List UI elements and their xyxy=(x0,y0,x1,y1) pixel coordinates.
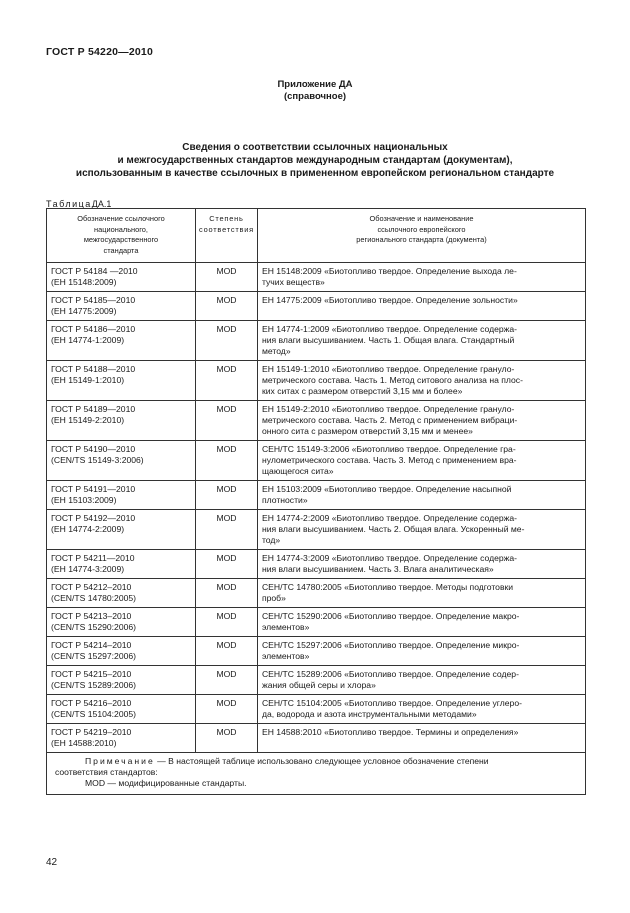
text-line: ЕН 15149-2:2010 «Биотопливо твердое. Определение грануло- xyxy=(261,404,515,414)
text-line: ЕН 14588:2010 «Биотопливо твердое. Термины и определения» xyxy=(261,727,519,737)
text-line: тучих веществ» xyxy=(261,277,325,287)
text-line: ЕН 14774-3:2009 «Биотопливо твердое. Определение содержа- xyxy=(261,553,518,563)
text-line: ГОСТ Р 54190—2010 xyxy=(51,444,136,454)
document-cell xyxy=(257,695,585,724)
document-cell xyxy=(257,441,585,481)
text-line: Обозначение ссылочного xyxy=(77,214,165,223)
degree-cell: MOD xyxy=(196,666,258,695)
text-line: ГОСТ Р 54184 —2010 xyxy=(51,266,138,276)
text-line: ГОСТ Р 54192—2010 xyxy=(51,513,136,523)
table-row xyxy=(47,321,586,361)
degree-cell: MOD xyxy=(196,481,258,510)
annex-title xyxy=(0,79,630,103)
text-line: ЕН 14774-1:2009 «Биотопливо твердое. Определение содержа- xyxy=(261,324,518,334)
text-line: ГОСТ Р 54214–2010 xyxy=(51,640,132,650)
text-line: CEH/TC 15289:2006 «Биотопливо твердое. Определение содер- xyxy=(261,669,519,679)
document-cell xyxy=(257,608,585,637)
note-text: — В настоящей таблице использовано следующее условное обозначение степени xyxy=(154,756,489,766)
text-line: ГОСТ Р 54211—2010 xyxy=(51,553,135,563)
text-line: метрического состава. Часть 2. Метод с применением вибраци- xyxy=(261,415,518,425)
document-cell xyxy=(257,579,585,608)
text-line: ссылочного европейского xyxy=(377,224,466,234)
standard-cell xyxy=(47,263,196,292)
text-line: ния влаги высушиванием. Часть 3. Влага аналитическая» xyxy=(261,564,494,574)
text-line: ния влаги высушиванием. Часть 1. Общая влага. Стандартный xyxy=(261,335,515,345)
text-line: CEH/TC 15149-3:2006 «Биотопливо твердое. Определение гра- xyxy=(261,444,516,454)
table-row xyxy=(47,510,586,550)
table-caption-number: ДА.1 xyxy=(91,199,112,209)
document-cell xyxy=(257,724,585,753)
text-line: CEH/TC 15297:2006 «Биотопливо твердое. Определение микро- xyxy=(261,640,520,650)
heading-line: Сведения о соответствии ссылочных национальных xyxy=(182,142,448,153)
text-line: (ЕН 14774-2:2009) xyxy=(51,524,125,534)
page-number: 42 xyxy=(46,857,58,868)
table-row xyxy=(47,550,586,579)
text-line: ЕН 15148:2009 «Биотопливо твердое. Определение выхода ле- xyxy=(261,266,517,276)
text-line: ГОСТ Р 54213–2010 xyxy=(51,611,132,621)
text-line: ГОСТ Р 54188—2010 xyxy=(51,364,136,374)
text-line: нулометрического состава. Часть 3. Метод с применением вра- xyxy=(261,455,517,465)
table-row xyxy=(47,292,586,321)
text-line: ГОСТ Р 54215–2010 xyxy=(51,669,132,679)
degree-cell: MOD xyxy=(196,441,258,481)
document-cell xyxy=(257,401,585,441)
standard-cell xyxy=(47,666,196,695)
text-line: ГОСТ Р 54219–2010 xyxy=(51,727,132,737)
text-line: национального, xyxy=(94,224,148,234)
header-document xyxy=(257,209,585,263)
text-line: (CEN/TS 15297:2006) xyxy=(51,651,137,661)
standard-cell xyxy=(47,321,196,361)
text-line: ГОСТ Р 54186—2010 xyxy=(51,324,136,334)
text-line: CEH/TC 14780:2005 «Биотопливо твердое. Методы подготовки xyxy=(261,582,514,592)
table-row xyxy=(47,608,586,637)
text-line: (CEN/TS 15149-3:2006) xyxy=(51,455,144,465)
document-cell xyxy=(257,481,585,510)
heading-line: использованным в качестве ссылочных в примененном европейском региональном стандарте xyxy=(75,168,555,179)
text-line: CEH/TC 15290:2006 «Биотопливо твердое. Определение макро- xyxy=(261,611,520,621)
table-row xyxy=(47,361,586,401)
degree-cell: MOD xyxy=(196,361,258,401)
degree-cell: MOD xyxy=(196,695,258,724)
table-row xyxy=(47,724,586,753)
standard-cell xyxy=(47,724,196,753)
section-heading xyxy=(0,141,630,180)
table-note-row xyxy=(47,753,586,795)
standard-cell xyxy=(47,550,196,579)
text-line: CEH/TC 15104:2005 «Биотопливо твердое. Определение углеро- xyxy=(261,698,522,708)
degree-cell: MOD xyxy=(196,321,258,361)
text-line: (ЕН 14774-1:2009) xyxy=(51,335,125,345)
text-line: ГОСТ Р 54216–2010 xyxy=(51,698,132,708)
text-line: да, водорода и азота инструментальными методами» xyxy=(261,709,477,719)
document-cell xyxy=(257,510,585,550)
table-row xyxy=(47,666,586,695)
text-line: (CEN/TS 15104:2005) xyxy=(51,709,137,719)
text-line: элементов» xyxy=(261,651,310,661)
standard-cell xyxy=(47,579,196,608)
text-line: метрического состава. Часть 1. Метод ситового анализа на плос- xyxy=(261,375,523,385)
standard-cell xyxy=(47,401,196,441)
document-cell xyxy=(257,666,585,695)
table-caption-label: Таблица xyxy=(46,199,92,209)
text-line: стандарта xyxy=(103,245,139,255)
standard-cell xyxy=(47,510,196,550)
standard-cell xyxy=(47,481,196,510)
text-line: жания общей серы и хлора» xyxy=(261,680,376,690)
standard-cell xyxy=(47,361,196,401)
note-definition: MOD — модифицированные стандарты. xyxy=(85,778,247,788)
table-row xyxy=(47,695,586,724)
degree-cell: MOD xyxy=(196,637,258,666)
document-cell xyxy=(257,263,585,292)
standard-cell xyxy=(47,608,196,637)
text-line: (ЕН 14775:2009) xyxy=(51,306,117,316)
header-degree xyxy=(196,209,258,263)
text-line: ЕН 15149-1:2010 «Биотопливо твердое. Определение грануло- xyxy=(261,364,515,374)
text-line: ЕН 14775:2009 «Биотопливо твердое. Определение зольности» xyxy=(261,295,518,305)
text-line: (ЕН 15148:2009) xyxy=(51,277,117,287)
text-line: (CEN/TS 15290:2006) xyxy=(51,622,137,632)
text-line: щающегося сита» xyxy=(261,466,334,476)
text-line: проб» xyxy=(261,593,286,603)
text-line: плотности» xyxy=(261,495,308,505)
standard-cell xyxy=(47,637,196,666)
text-line: межгосударственного xyxy=(83,235,159,244)
degree-cell: MOD xyxy=(196,401,258,441)
degree-cell: MOD xyxy=(196,550,258,579)
text-line: Степень xyxy=(209,214,244,223)
degree-cell: MOD xyxy=(196,724,258,753)
degree-cell: MOD xyxy=(196,579,258,608)
document-cell xyxy=(257,550,585,579)
table-row xyxy=(47,401,586,441)
table-row xyxy=(47,637,586,666)
document-cell xyxy=(257,637,585,666)
table-row xyxy=(47,263,586,292)
text-line: ГОСТ Р 54189—2010 xyxy=(51,404,136,414)
text-line: Обозначение и наименование xyxy=(369,214,474,223)
degree-cell: MOD xyxy=(196,292,258,321)
standard-cell xyxy=(47,695,196,724)
text-line: тод» xyxy=(261,535,281,545)
text-line: ния влаги высушиванием. Часть 2. Общая влага. Ускоренный ме- xyxy=(261,524,525,534)
text-line: (ЕН 14588:2010) xyxy=(51,738,117,748)
header-standard xyxy=(47,209,196,263)
text-line: (ЕН 14774-3:2009) xyxy=(51,564,125,574)
note-text: соответствия стандартов: xyxy=(55,767,158,777)
document-cell xyxy=(257,321,585,361)
correspondence-table xyxy=(46,208,586,795)
annex-name: Приложение ДА xyxy=(277,79,353,90)
degree-cell: MOD xyxy=(196,263,258,292)
standard-cell xyxy=(47,441,196,481)
table-row xyxy=(47,481,586,510)
heading-line: и межгосударственных стандартов международным стандартам (документам), xyxy=(117,155,513,166)
document-cell xyxy=(257,361,585,401)
text-line: (CEN/TS 15289:2006) xyxy=(51,680,137,690)
text-line: (ЕН 15149-2:2010) xyxy=(51,415,125,425)
annex-kind: (справочное) xyxy=(283,91,347,102)
degree-cell: MOD xyxy=(196,608,258,637)
text-line: ГОСТ Р 54185—2010 xyxy=(51,295,136,305)
text-line: ГОСТ Р 54191—2010 xyxy=(51,484,136,494)
text-line: ких ситах с размером отверстий 3,15 мм и более» xyxy=(261,386,463,396)
text-line: ЕН 15103:2009 «Биотопливо твердое. Определение насыпной xyxy=(261,484,512,494)
text-line: метод» xyxy=(261,346,291,356)
standard-cell xyxy=(47,292,196,321)
text-line: соответствия xyxy=(199,224,254,234)
text-line: элементов» xyxy=(261,622,310,632)
table-note xyxy=(47,753,586,795)
text-line: (ЕН 15103:2009) xyxy=(51,495,117,505)
degree-cell: MOD xyxy=(196,510,258,550)
document-cell xyxy=(257,292,585,321)
text-line: регионального стандарта (документа) xyxy=(356,235,487,244)
text-line: (CEN/TS 14780:2005) xyxy=(51,593,137,603)
text-line: ГОСТ Р 54212–2010 xyxy=(51,582,132,592)
table-row xyxy=(47,579,586,608)
text-line: ЕН 14774-2:2009 «Биотопливо твердое. Определение содержа- xyxy=(261,513,518,523)
table-header-row xyxy=(47,209,586,263)
document-code: ГОСТ Р 54220—2010 xyxy=(46,46,154,58)
text-line: (ЕН 15149-1:2010) xyxy=(51,375,125,385)
note-lead: Примечание xyxy=(85,756,155,766)
table-row xyxy=(47,441,586,481)
text-line: онного сита с размером отверстий 3,15 мм и менее» xyxy=(261,426,473,436)
